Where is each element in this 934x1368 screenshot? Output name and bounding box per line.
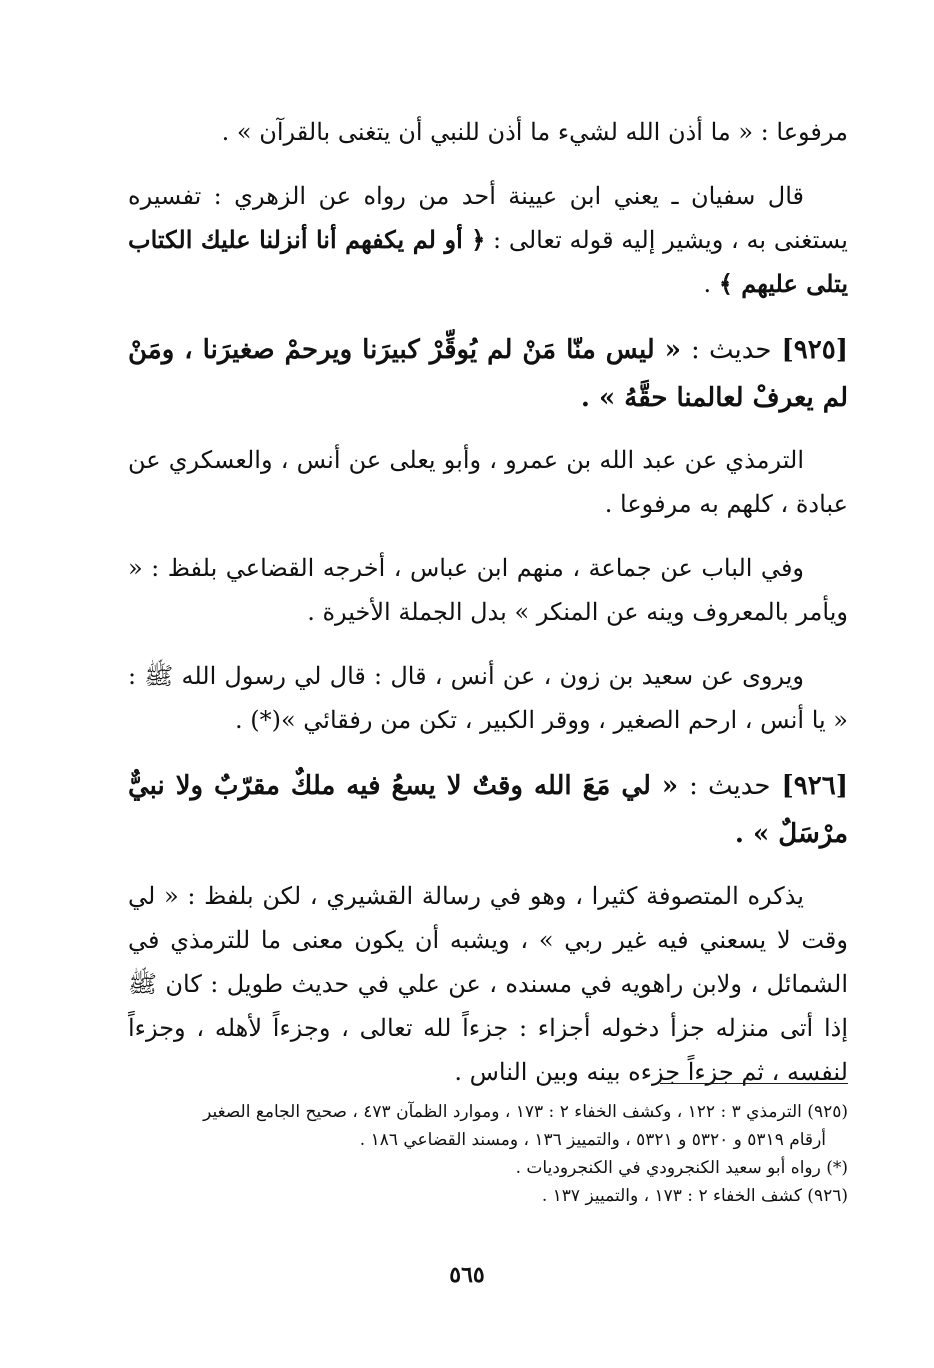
quran-verse: ﴿ أو لم يكفهم أنا أنزلنا عليك الكتاب يتلى عليهم ﴾: [128, 225, 848, 298]
paragraph-tirmidhi: الترمذي عن عبد الله بن عمرو ، وأبو يعلى عن أنس ، والعسكري عن عبادة ، كلهم به مرفوعا .: [128, 446, 848, 518]
footnote-926: (٩٢٦) كشف الخفاء ٢ : ١٧٣ ، والتمييز ١٣٧ .: [541, 1186, 848, 1206]
paragraph-sufi: يذكره المتصوفة كثيرا ، وهو في رسالة القشيري ، لكن بلفظ : « لي وقت لا يسعني فيه غير ربي » ، ويشبه أن يكون معنى ما للترمذي في الشمائل ، ولابن راهويه في مسنده ، عن علي في حديث طويل : كان ﷺ إذا أتى منزله جزأ دخوله أجزاء : جزءاً لله تعالى ، وجزءاً لأهله ، وجزءاً لنفسه ، ثم جزءاً جزءه بينه وبين الناس .: [128, 882, 848, 1086]
footnote-925-line2: أرقام ٥٣١٩ و ٥٣٢٠ و ٥٣٢١ ، والتمييز ١٣٦ ، ومسند القضاعي ١٨٦ .: [359, 1130, 826, 1150]
page-number: ٥٦٥: [449, 1262, 485, 1288]
hadith-925-number: [٩٢٥]: [781, 335, 849, 365]
hadith-925: [128, 326, 848, 422]
hadith-926-label: حديث :: [689, 771, 771, 801]
hadith-925-text: « ليس منّا مَنْ لم يُوقِّرْ كبيرَنا ويرحمْ صغيرَنا ، ومَنْ لم يعرفْ لعالمنا حقَّهُ » .: [128, 335, 848, 413]
paragraph-anas: ويروى عن سعيد بن زون ، عن أنس ، قال : قال لي رسول الله ﷺ : « يا أنس ، ارحم الصغير ، ووقر الكبير ، تكن من رفقائي »(*) .: [128, 662, 848, 734]
paragraph-sufyan: [128, 174, 848, 306]
paragraph-continuation: مرفوعا : « ما أذن الله لشيء ما أذن للنبي أن يتغنى بالقرآن » .: [221, 118, 848, 146]
paragraph-sufyan-end: .: [703, 270, 712, 298]
paragraph-sufyan-text: قال سفيان ـ يعني ابن عيينة أحد من رواه عن الزهري : تفسيره يستغنى به ، ويشير إليه قوله تعالى :: [128, 182, 848, 254]
main-text: [128, 110, 848, 1114]
hadith-926: [128, 762, 848, 858]
hadith-926-number: [٩٢٦]: [781, 771, 849, 801]
hadith-925-label: حديث :: [691, 335, 772, 365]
footnote-star: (*) رواه أبو سعيد الكنجرودي في الكنجروديات .: [515, 1158, 848, 1178]
footnote-925-line1: (٩٢٥) الترمذي ٣ : ١٢٢ ، وكشف الخفاء ٢ : ١٧٣ ، وموارد الظمآن ٤٧٣ ، صحيح الجامع الصغير: [203, 1102, 848, 1122]
hadith-926-text: « لي مَعَ الله وقتٌ لا يسعُ فيه ملكٌ مقرّبٌ ولا نبيٌّ مرْسَلٌ » .: [128, 771, 848, 849]
paragraph-bab: وفي الباب عن جماعة ، منهم ابن عباس ، أخرجه القضاعي بلفظ : « ويأمر بالمعروف وينه عن المنكر » بدل الجملة الأخيرة .: [128, 554, 848, 626]
footnotes: [118, 1098, 848, 1210]
footnote-separator: [660, 1083, 848, 1084]
